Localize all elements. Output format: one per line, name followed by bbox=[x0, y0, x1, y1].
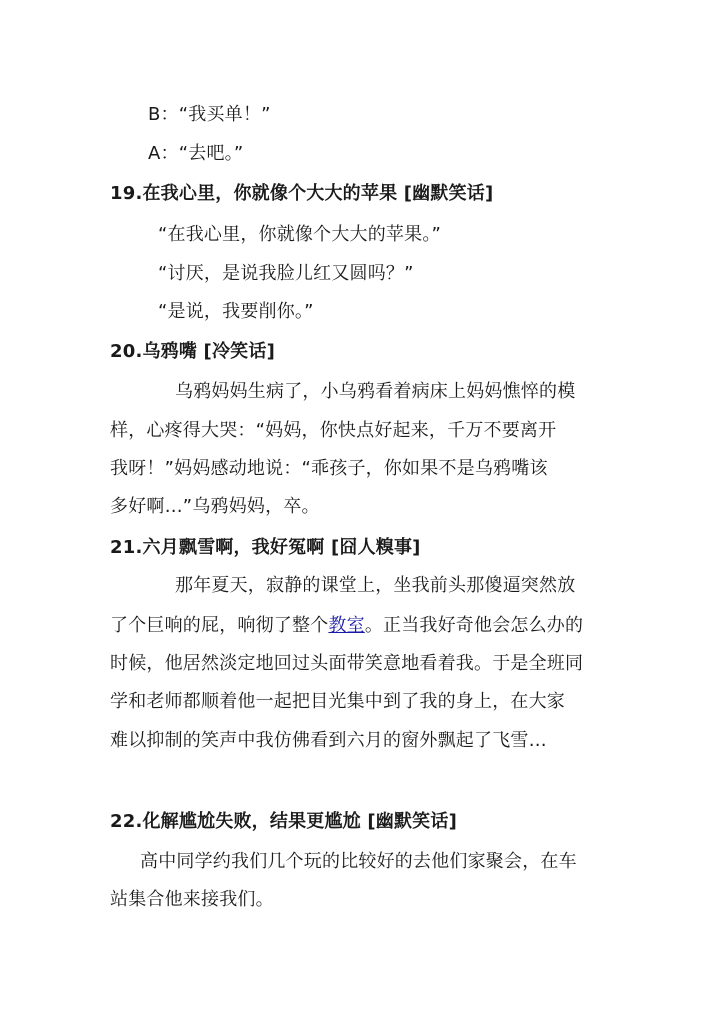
joke-20-line-2: 样，心疼得大哭：“妈妈，你快点好起来，千万不要离开 bbox=[110, 420, 557, 441]
joke-19-line-3: “是说，我要削你。” bbox=[158, 301, 314, 322]
joke-21-line-2-post: 。正当我好奇他会怎么办的 bbox=[364, 615, 584, 636]
joke-21-line-2-pre: 了个巨响的屁，响彻了整个 bbox=[110, 615, 329, 636]
joke-20-line-3: 我呀！”妈妈感动地说：“乖孩子，你如果不是乌鸦嘴该 bbox=[110, 458, 548, 479]
joke-22-title: 22.化解尴尬失败，结果更尴尬 [幽默笑话] bbox=[110, 811, 458, 832]
dialog-line-b: B：“我买单！” bbox=[148, 104, 271, 125]
joke-21-line-5: 难以抑制的笑声中我仿佛看到六月的窗外飘起了飞雪… bbox=[110, 730, 547, 751]
joke-21-title: 21.六月飘雪啊，我好冤啊 [囧人糗事] bbox=[110, 537, 421, 558]
joke-22-line-1: 高中同学约我们几个玩的比较好的去他们家聚会，在车 bbox=[140, 851, 577, 872]
joke-19-line-1: “在我心里，你就像个大大的苹果。” bbox=[158, 224, 442, 245]
joke-21-line-1: 那年夏天，寂静的课堂上，坐我前头那傻逼突然放 bbox=[175, 575, 576, 596]
joke-20-title: 20.乌鸦嘴 [冷笑话] bbox=[110, 341, 276, 362]
joke-20-line-1: 乌鸦妈妈生病了，小乌鸦看着病床上妈妈憔悴的模 bbox=[175, 381, 576, 402]
joke-20-line-4: 多好啊…”乌鸦妈妈，卒。 bbox=[110, 496, 320, 517]
joke-21-line-2 bbox=[110, 614, 583, 638]
joke-21-line-4: 学和老师都顺着他一起把目光集中到了我的身上，在大家 bbox=[110, 691, 565, 712]
dialog-line-a: A：“去吧。” bbox=[148, 143, 244, 164]
joke-19-title: 19.在我心里，你就像个大大的苹果 [幽默笑话] bbox=[110, 183, 494, 204]
joke-21-line-3: 时候，他居然淡定地回过头面带笑意地看着我。于是全班同 bbox=[110, 653, 584, 674]
joke-22-line-2: 站集合他来接我们。 bbox=[110, 889, 274, 910]
classroom-link[interactable]: 教室 bbox=[328, 615, 365, 636]
joke-19-line-2: “讨厌，是说我脸儿红又圆吗？” bbox=[158, 263, 414, 284]
